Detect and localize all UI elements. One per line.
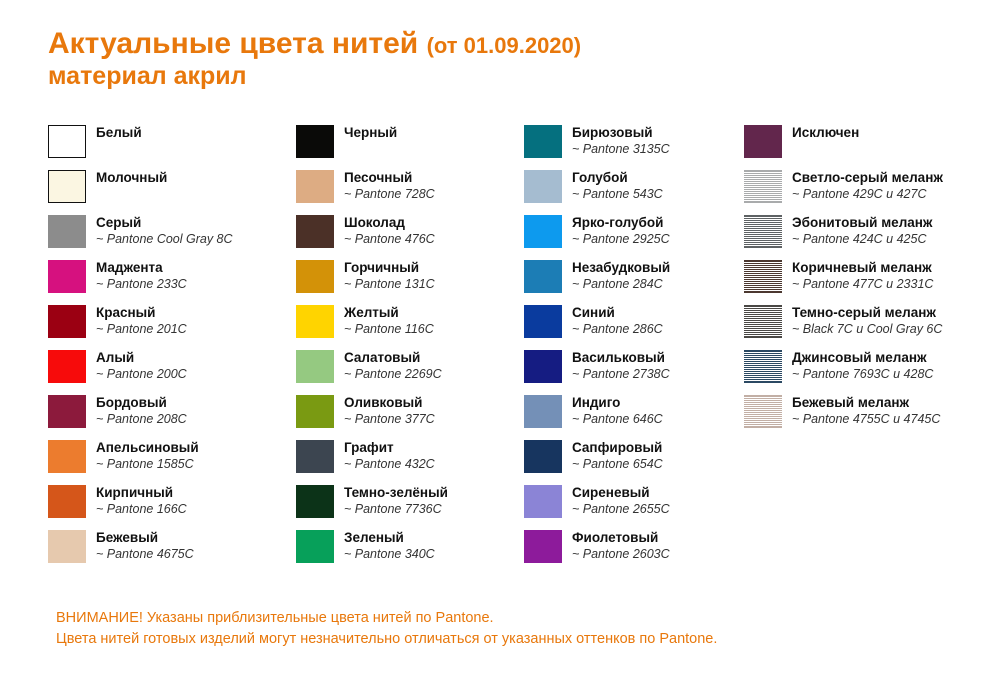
color-name: Исключен bbox=[792, 125, 860, 140]
color-row bbox=[296, 484, 524, 529]
color-swatch bbox=[296, 530, 334, 563]
color-pantone-code: ~ Black 7C и Cool Gray 6C bbox=[792, 322, 943, 337]
color-labels bbox=[344, 529, 435, 563]
color-name: Бежевый меланж bbox=[792, 395, 910, 410]
color-name: Ярко-голубой bbox=[572, 215, 664, 230]
color-swatch bbox=[296, 440, 334, 473]
page-title bbox=[48, 26, 948, 61]
color-labels bbox=[96, 439, 199, 473]
color-labels bbox=[792, 304, 942, 338]
color-swatch bbox=[524, 395, 562, 428]
color-name: Фиолетовый bbox=[572, 530, 659, 545]
color-swatch bbox=[524, 350, 562, 383]
color-swatch bbox=[524, 485, 562, 518]
color-row bbox=[744, 214, 968, 259]
color-pantone-code: ~ Pantone 201C bbox=[96, 322, 187, 337]
color-swatch bbox=[296, 395, 334, 428]
color-row bbox=[524, 529, 744, 574]
color-pantone-code: ~ Pantone 2925C bbox=[572, 232, 670, 247]
color-row bbox=[296, 529, 524, 574]
color-pantone-code: ~ Pantone 7693C и 428C bbox=[792, 367, 934, 382]
color-labels bbox=[344, 439, 435, 473]
color-labels bbox=[96, 394, 187, 428]
color-swatch bbox=[744, 215, 782, 248]
color-pantone-code: ~ Pantone 208C bbox=[96, 412, 187, 427]
color-name: Коричневый меланж bbox=[792, 260, 932, 275]
color-swatch bbox=[744, 395, 782, 428]
color-row bbox=[524, 304, 744, 349]
color-name: Сиреневый bbox=[572, 485, 650, 500]
color-labels bbox=[572, 214, 670, 248]
color-pantone-code: ~ Pantone 116C bbox=[344, 322, 434, 337]
color-swatch bbox=[48, 485, 86, 518]
color-swatch bbox=[48, 125, 86, 158]
color-pantone-code: ~ Pantone 377C bbox=[344, 412, 435, 427]
color-swatch bbox=[296, 260, 334, 293]
color-labels bbox=[344, 124, 397, 141]
color-row bbox=[744, 169, 968, 214]
color-swatch bbox=[296, 305, 334, 338]
color-name: Бежевый bbox=[96, 530, 159, 545]
color-pantone-code: ~ Pantone 2738C bbox=[572, 367, 670, 382]
color-labels bbox=[96, 349, 187, 383]
color-labels bbox=[96, 214, 233, 248]
color-column-2 bbox=[296, 124, 524, 574]
color-pantone-code: ~ Pantone 646C bbox=[572, 412, 663, 427]
color-row bbox=[524, 484, 744, 529]
color-swatch bbox=[524, 530, 562, 563]
color-pantone-code: ~ Pantone 286C bbox=[572, 322, 663, 337]
color-swatch bbox=[296, 170, 334, 203]
color-swatch bbox=[296, 350, 334, 383]
page-title-main: Актуальные цвета нитей bbox=[48, 27, 427, 60]
color-row bbox=[48, 349, 296, 394]
color-labels bbox=[792, 394, 940, 428]
color-row bbox=[296, 439, 524, 484]
color-pantone-code: ~ Pantone 728C bbox=[344, 187, 435, 202]
color-labels bbox=[792, 124, 859, 141]
color-labels bbox=[792, 259, 933, 293]
color-labels bbox=[96, 529, 194, 563]
color-pantone-code: ~ Pantone Cool Gray 8C bbox=[96, 232, 233, 247]
page-subtitle: материал акрил bbox=[48, 62, 247, 91]
color-labels bbox=[344, 259, 435, 293]
color-swatch bbox=[48, 530, 86, 563]
color-pantone-code: ~ Pantone 131C bbox=[344, 277, 435, 292]
color-name: Джинсовый меланж bbox=[792, 350, 927, 365]
color-name: Маджента bbox=[96, 260, 163, 275]
color-pantone-code: ~ Pantone 200C bbox=[96, 367, 187, 382]
color-column-3 bbox=[524, 124, 744, 574]
color-swatch bbox=[524, 305, 562, 338]
color-row bbox=[296, 394, 524, 439]
color-pantone-code: ~ Pantone 340C bbox=[344, 547, 435, 562]
color-pantone-code: ~ Pantone 477C и 2331C bbox=[792, 277, 934, 292]
color-swatch bbox=[48, 305, 86, 338]
color-labels bbox=[572, 349, 670, 383]
color-row bbox=[744, 349, 968, 394]
color-labels bbox=[792, 349, 933, 383]
color-row bbox=[524, 439, 744, 484]
color-swatch bbox=[296, 485, 334, 518]
color-row bbox=[48, 124, 296, 169]
color-pantone-code: ~ Pantone 476C bbox=[344, 232, 435, 247]
color-name: Песочный bbox=[344, 170, 413, 185]
color-row bbox=[48, 259, 296, 304]
color-name: Горчичный bbox=[344, 260, 420, 275]
color-name: Эбонитовый меланж bbox=[792, 215, 933, 230]
color-name: Серый bbox=[96, 215, 142, 230]
color-row bbox=[744, 259, 968, 304]
footer-line-2: Цвета нитей готовых изделий могут незначительно отличаться от указанных оттенков по Pantone. bbox=[56, 631, 718, 648]
color-swatch bbox=[296, 215, 334, 248]
color-swatch bbox=[48, 260, 86, 293]
color-swatch bbox=[744, 125, 782, 158]
page-footer bbox=[56, 608, 956, 650]
color-labels bbox=[792, 169, 943, 203]
color-labels bbox=[344, 304, 434, 338]
color-row bbox=[296, 304, 524, 349]
color-pantone-code: ~ Pantone 7736C bbox=[344, 502, 442, 517]
color-name: Черный bbox=[344, 125, 398, 140]
color-swatch bbox=[524, 170, 562, 203]
color-row bbox=[296, 214, 524, 259]
color-pantone-code: ~ Pantone 654C bbox=[572, 457, 663, 472]
color-row bbox=[48, 169, 296, 214]
color-swatch bbox=[48, 395, 86, 428]
color-name: Красный bbox=[96, 305, 156, 320]
color-pantone-code: ~ Pantone 2269C bbox=[344, 367, 442, 382]
footer-line-1: ВНИМАНИЕ! Указаны приблизительные цвета нитей по Pantone. bbox=[56, 610, 494, 626]
color-row bbox=[48, 304, 296, 349]
page-header bbox=[48, 26, 948, 92]
color-labels bbox=[572, 304, 663, 338]
color-labels bbox=[572, 439, 663, 473]
color-columns bbox=[48, 124, 968, 574]
color-pantone-code: ~ Pantone 429C и 427C bbox=[792, 187, 927, 202]
color-pantone-code: ~ Pantone 166C bbox=[96, 502, 187, 517]
color-pantone-code: ~ Pantone 4755C и 4745C bbox=[792, 412, 941, 427]
color-labels bbox=[96, 124, 142, 141]
color-pantone-code: ~ Pantone 4675C bbox=[96, 547, 194, 562]
color-name: Бирюзовый bbox=[572, 125, 653, 140]
color-name: Темно-зелёный bbox=[344, 485, 448, 500]
color-swatch bbox=[744, 350, 782, 383]
color-swatch bbox=[744, 260, 782, 293]
color-name: Сапфировый bbox=[572, 440, 663, 455]
color-name: Салатовый bbox=[344, 350, 421, 365]
color-swatch bbox=[524, 125, 562, 158]
color-swatch bbox=[524, 440, 562, 473]
color-pantone-code: ~ Pantone 432C bbox=[344, 457, 435, 472]
color-labels bbox=[344, 394, 435, 428]
color-swatch bbox=[744, 305, 782, 338]
color-pantone-code: ~ Pantone 2603C bbox=[572, 547, 670, 562]
color-swatch bbox=[48, 350, 86, 383]
color-labels bbox=[572, 394, 663, 428]
color-name: Светло-серый меланж bbox=[792, 170, 943, 185]
color-labels bbox=[344, 214, 435, 248]
color-labels bbox=[344, 169, 435, 203]
color-name: Желтый bbox=[344, 305, 399, 320]
color-column-4 bbox=[744, 124, 968, 574]
color-row bbox=[524, 214, 744, 259]
color-labels bbox=[572, 124, 670, 158]
color-swatch bbox=[296, 125, 334, 158]
color-column-1 bbox=[48, 124, 296, 574]
color-pantone-code: ~ Pantone 1585C bbox=[96, 457, 194, 472]
color-row bbox=[48, 484, 296, 529]
color-labels bbox=[572, 529, 670, 563]
color-name: Васильковый bbox=[572, 350, 665, 365]
color-name: Зеленый bbox=[344, 530, 404, 545]
page-title-date: (от 01.09.2020) bbox=[426, 33, 582, 58]
color-row bbox=[48, 214, 296, 259]
color-pantone-code: ~ Pantone 424C и 425C bbox=[792, 232, 927, 247]
color-swatch bbox=[744, 170, 782, 203]
color-name: Незабудковый bbox=[572, 260, 671, 275]
color-pantone-code: ~ Pantone 233C bbox=[96, 277, 187, 292]
color-labels bbox=[96, 304, 187, 338]
color-name: Индиго bbox=[572, 395, 621, 410]
color-name: Оливковый bbox=[344, 395, 423, 410]
color-swatch bbox=[524, 260, 562, 293]
color-labels bbox=[572, 484, 670, 518]
color-name: Голубой bbox=[572, 170, 628, 185]
color-row bbox=[48, 529, 296, 574]
color-name: Графит bbox=[344, 440, 394, 455]
color-row bbox=[296, 259, 524, 304]
color-swatch bbox=[48, 170, 86, 203]
color-labels bbox=[572, 169, 663, 203]
color-labels bbox=[572, 259, 670, 293]
color-row bbox=[524, 259, 744, 304]
color-row bbox=[296, 349, 524, 394]
color-pantone-code: ~ Pantone 543C bbox=[572, 187, 663, 202]
color-swatch bbox=[48, 440, 86, 473]
color-row bbox=[524, 394, 744, 439]
color-labels bbox=[96, 169, 167, 186]
color-name: Алый bbox=[96, 350, 135, 365]
color-labels bbox=[344, 349, 442, 383]
color-name: Молочный bbox=[96, 170, 168, 185]
color-row bbox=[296, 124, 524, 169]
color-pantone-code: ~ Pantone 2655C bbox=[572, 502, 670, 517]
color-row bbox=[296, 169, 524, 214]
color-name: Бордовый bbox=[96, 395, 167, 410]
color-row bbox=[524, 169, 744, 214]
color-row bbox=[744, 394, 968, 439]
color-row bbox=[744, 124, 968, 169]
color-row bbox=[524, 124, 744, 169]
color-name: Темно-серый меланж bbox=[792, 305, 936, 320]
color-name: Кирпичный bbox=[96, 485, 174, 500]
color-pantone-code: ~ Pantone 3135C bbox=[572, 142, 670, 157]
color-name: Синий bbox=[572, 305, 615, 320]
color-labels bbox=[96, 259, 187, 293]
color-name: Апельсиновый bbox=[96, 440, 199, 455]
color-labels bbox=[792, 214, 933, 248]
color-row bbox=[524, 349, 744, 394]
color-pantone-code: ~ Pantone 284C bbox=[572, 277, 663, 292]
color-labels bbox=[96, 484, 187, 518]
color-name: Шоколад bbox=[344, 215, 405, 230]
color-row bbox=[744, 304, 968, 349]
color-name: Белый bbox=[96, 125, 142, 140]
color-labels bbox=[344, 484, 448, 518]
color-row bbox=[48, 439, 296, 484]
color-row bbox=[48, 394, 296, 439]
color-swatch bbox=[48, 215, 86, 248]
color-swatch bbox=[524, 215, 562, 248]
